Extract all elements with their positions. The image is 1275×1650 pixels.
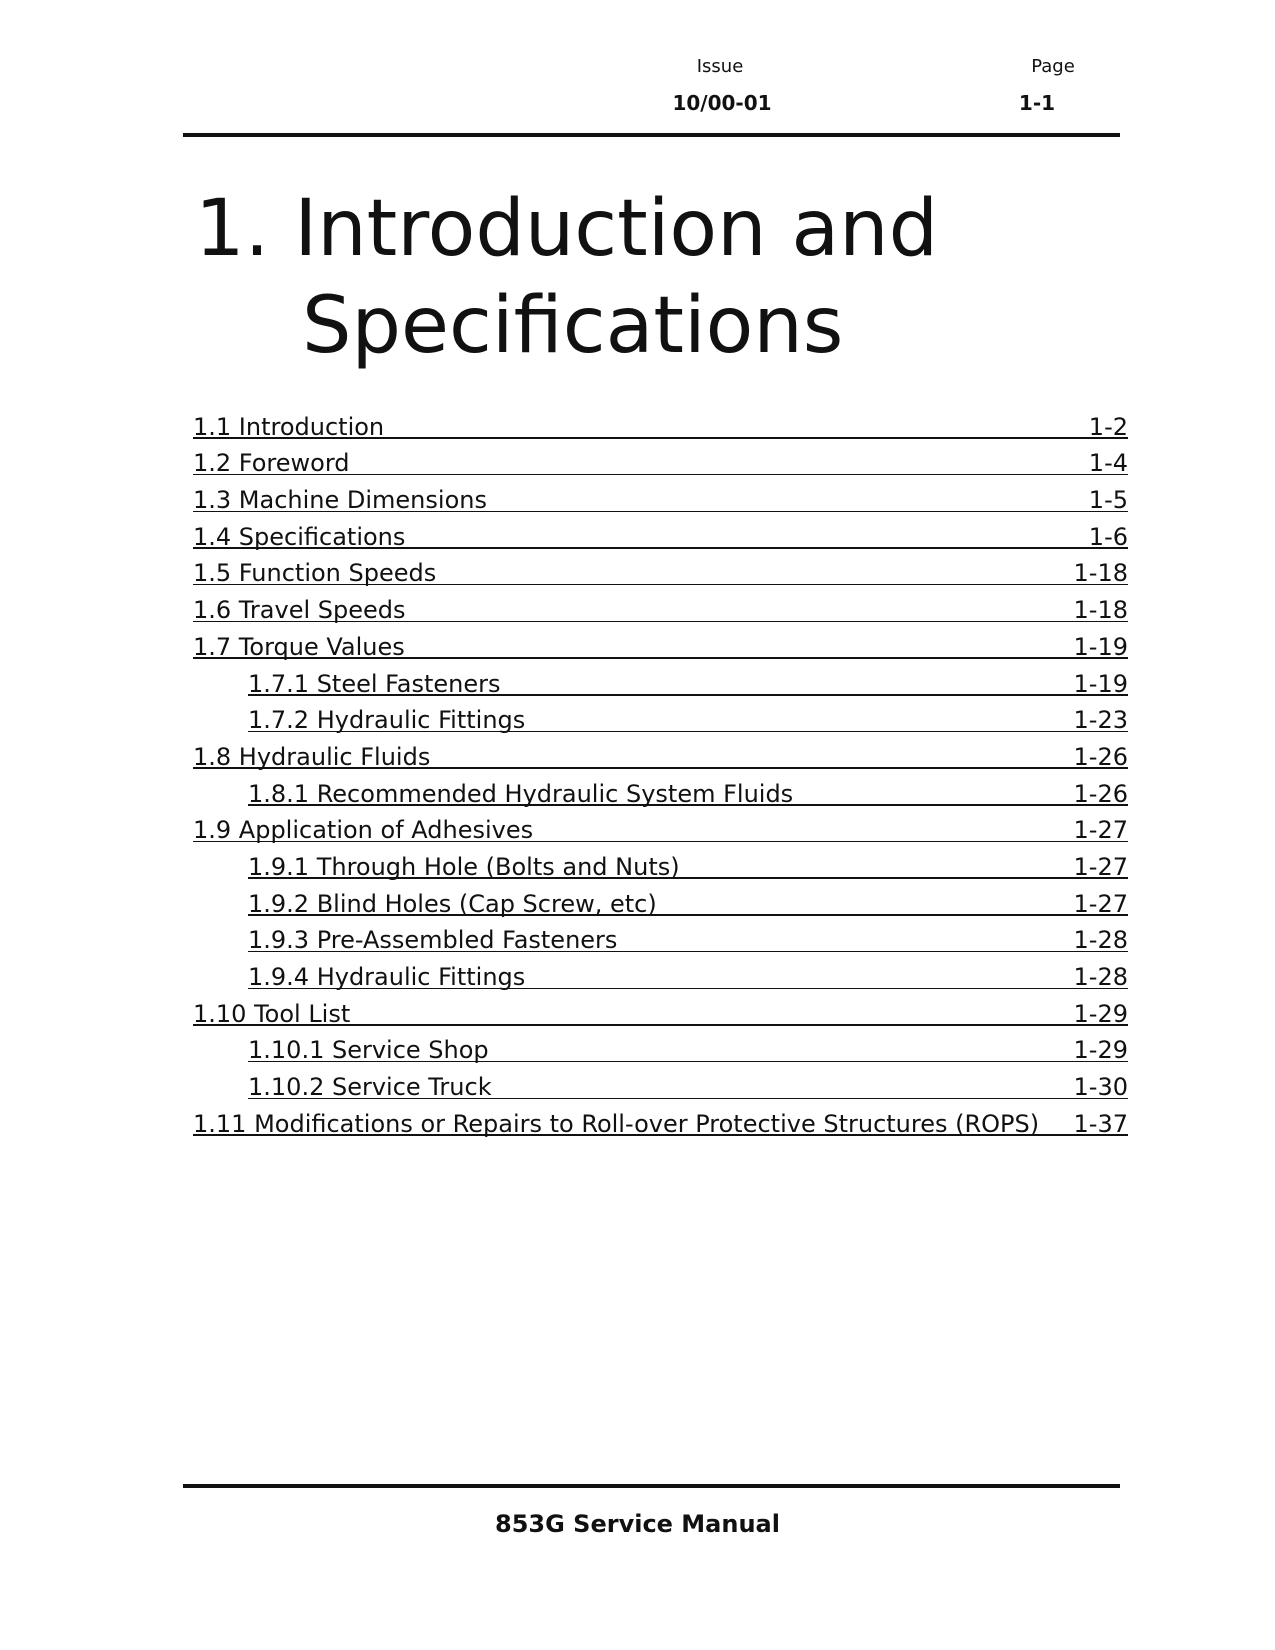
- toc-entry-page[interactable]: 1-28: [1073, 926, 1128, 955]
- toc-entry-label[interactable]: 1.4 Specifications: [193, 522, 406, 551]
- toc-entry-label[interactable]: 1.5 Function Speeds: [193, 559, 437, 588]
- toc-entry-page[interactable]: 1-27: [1073, 852, 1128, 881]
- toc-entry-label[interactable]: 1.7 Torque Values: [193, 632, 405, 661]
- header-divider: [183, 133, 1120, 137]
- toc-entry-label[interactable]: 1.10 Tool List: [193, 999, 351, 1028]
- toc-entry-label[interactable]: 1.6 Travel Speeds: [193, 596, 406, 625]
- toc-entry-label[interactable]: 1.1 Introduction: [193, 412, 385, 441]
- toc-entry[interactable]: [193, 926, 1128, 963]
- toc-entry[interactable]: [193, 742, 1128, 779]
- toc-entry-label[interactable]: 1.9.3 Pre-Assembled Fasteners: [248, 926, 618, 955]
- toc-entry-page[interactable]: 1-30: [1073, 1073, 1128, 1102]
- toc-entry[interactable]: [193, 449, 1128, 486]
- toc-entry[interactable]: [193, 999, 1128, 1036]
- toc-entry-page[interactable]: 1-26: [1073, 742, 1128, 771]
- manual-footer-title: 853G Service Manual: [495, 1510, 780, 1538]
- table-of-contents: [193, 412, 1128, 1146]
- toc-entry[interactable]: [193, 706, 1128, 743]
- toc-entry-label[interactable]: 1.8.1 Recommended Hydraulic System Fluids: [248, 779, 794, 808]
- toc-entry-label[interactable]: 1.10.1 Service Shop: [248, 1036, 489, 1065]
- toc-entry-label[interactable]: 1.11 Modifications or Repairs to Roll-over Protective Structures (ROPS): [193, 1109, 1040, 1138]
- toc-entry[interactable]: [193, 595, 1128, 632]
- toc-entry-label[interactable]: 1.9.1 Through Hole (Bolts and Nuts): [248, 852, 680, 881]
- toc-entry[interactable]: [193, 852, 1128, 889]
- toc-entry-page[interactable]: 1-5: [1088, 486, 1128, 515]
- toc-entry-page[interactable]: 1-4: [1088, 449, 1128, 478]
- chapter-title-line-1: 1. Introduction and: [195, 184, 939, 274]
- toc-entry-label[interactable]: 1.9 Application of Adhesives: [193, 816, 534, 845]
- toc-entry[interactable]: [193, 522, 1128, 559]
- toc-entry-label[interactable]: 1.9.2 Blind Holes (Cap Screw, etc): [248, 889, 657, 918]
- toc-entry-page[interactable]: 1-18: [1073, 559, 1128, 588]
- toc-entry[interactable]: [193, 1036, 1128, 1073]
- toc-entry[interactable]: [193, 559, 1128, 596]
- toc-entry-page[interactable]: 1-29: [1073, 999, 1128, 1028]
- toc-entry-page[interactable]: 1-6: [1088, 522, 1128, 551]
- toc-entry-label[interactable]: 1.9.4 Hydraulic Fittings: [248, 963, 526, 991]
- toc-entry-label[interactable]: 1.8 Hydraulic Fluids: [193, 742, 431, 771]
- page-number: 1-1: [1018, 91, 1056, 115]
- toc-entry-label[interactable]: 1.10.2 Service Truck: [248, 1073, 492, 1102]
- toc-entry[interactable]: [193, 779, 1128, 816]
- toc-entry-label[interactable]: 1.7.1 Steel Fasteners: [248, 669, 501, 698]
- toc-entry[interactable]: [193, 816, 1128, 853]
- toc-entry-label[interactable]: 1.7.2 Hydraulic Fittings: [248, 706, 526, 735]
- toc-entry[interactable]: [193, 632, 1128, 669]
- toc-entry-page[interactable]: 1-29: [1073, 1036, 1128, 1065]
- toc-entry-page[interactable]: 1-23: [1073, 706, 1128, 735]
- toc-entry-label[interactable]: 1.3 Machine Dimensions: [193, 486, 487, 515]
- issue-label: Issue: [696, 56, 744, 77]
- toc-entry-page[interactable]: 1-18: [1073, 596, 1128, 625]
- toc-entry[interactable]: [193, 962, 1128, 999]
- toc-entry[interactable]: [193, 412, 1128, 449]
- toc-entry-page[interactable]: 1-19: [1073, 632, 1128, 661]
- page-label: Page: [1031, 56, 1075, 77]
- toc-entry[interactable]: [193, 889, 1128, 926]
- footer-divider: [183, 1484, 1120, 1488]
- toc-entry-page[interactable]: 1-27: [1073, 816, 1128, 845]
- toc-entry-page[interactable]: 1-19: [1073, 669, 1128, 698]
- toc-entry-page[interactable]: 1-27: [1073, 889, 1128, 918]
- toc-entry[interactable]: [193, 485, 1128, 522]
- toc-entry[interactable]: [193, 669, 1128, 706]
- toc-entry-page[interactable]: 1-26: [1073, 779, 1128, 808]
- toc-entry[interactable]: [193, 1072, 1128, 1109]
- toc-entry-label[interactable]: 1.2 Foreword: [193, 449, 350, 478]
- toc-entry-page[interactable]: 1-37: [1073, 1109, 1128, 1138]
- issue-value: 10/00-01: [672, 91, 772, 115]
- toc-entry-page[interactable]: 1-2: [1088, 412, 1128, 441]
- chapter-title-line-2: Specifications: [302, 281, 844, 371]
- toc-entry[interactable]: [193, 1109, 1128, 1146]
- toc-entry-page[interactable]: 1-28: [1073, 963, 1128, 991]
